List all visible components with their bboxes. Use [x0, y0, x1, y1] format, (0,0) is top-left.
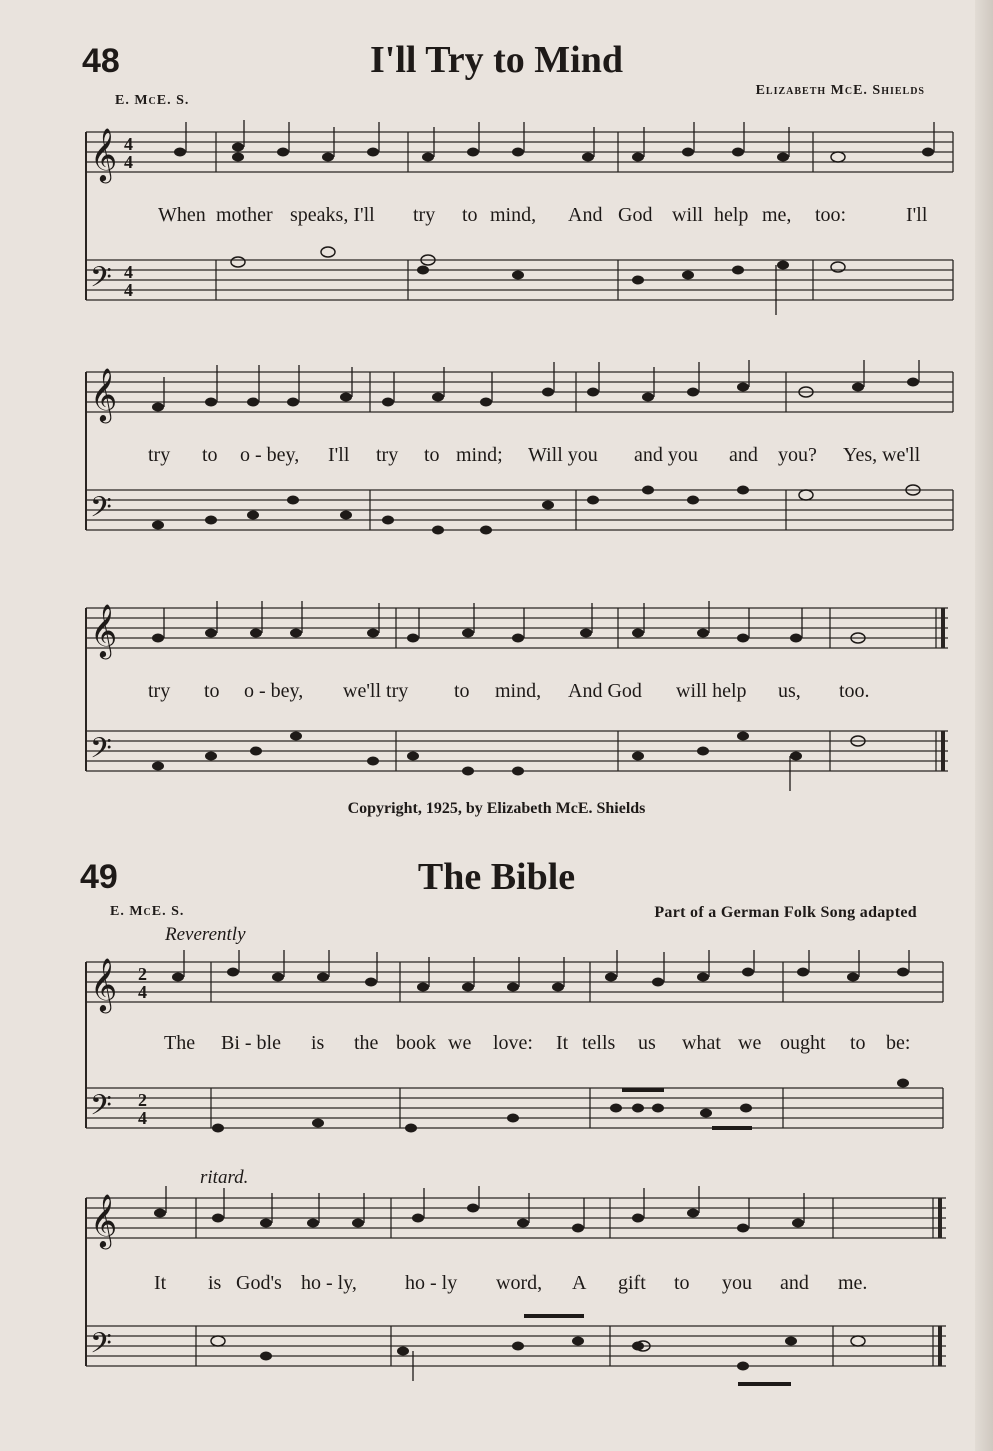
- lyric-syllable: we: [448, 1032, 472, 1054]
- svg-text:𝄢: 𝄢: [90, 491, 112, 531]
- lyric-syllable: we: [738, 1032, 762, 1054]
- hymn-number-48: 48: [82, 42, 120, 80]
- lyric-syllable: o - bey,: [244, 680, 304, 702]
- lyric-syllable: too:: [815, 204, 847, 226]
- lyric-syllable: what: [682, 1032, 721, 1054]
- lyric-syllable: try: [413, 204, 436, 226]
- svg-text:4: 4: [124, 262, 133, 282]
- lyric-syllable: try: [148, 680, 171, 702]
- lyric-syllable: tells: [582, 1032, 616, 1054]
- ritard-marking: ritard.: [200, 1167, 249, 1188]
- svg-text:𝄢: 𝄢: [90, 1327, 112, 1367]
- lyric-syllable: The: [164, 1032, 196, 1054]
- lyric-syllable: ho - ly,: [301, 1272, 357, 1294]
- lyric-syllable: try: [148, 444, 171, 466]
- lyric-syllable: Yes, we'll: [843, 444, 921, 466]
- svg-text:2: 2: [138, 1090, 147, 1110]
- svg-text:𝄞: 𝄞: [90, 127, 118, 181]
- lyric-syllable: When: [158, 204, 206, 226]
- lyric-syllable: And God: [568, 680, 642, 702]
- page-edge: [975, 0, 993, 1451]
- lyric-syllable: God's: [236, 1272, 282, 1294]
- lyric-syllable: I'll: [906, 204, 928, 226]
- lyric-syllable: is: [208, 1272, 222, 1294]
- lyric-syllable: us: [638, 1032, 656, 1054]
- lyric-syllable: It: [154, 1272, 167, 1294]
- svg-text:4: 4: [124, 134, 133, 154]
- music-credit-48: Elizabeth McE. Shields: [755, 83, 925, 98]
- lyric-syllable: to: [454, 680, 470, 702]
- music-system-48-3: [78, 596, 958, 796]
- lyric-syllable: will: [672, 204, 704, 226]
- lyric-syllable: A: [572, 1272, 587, 1294]
- svg-text:𝄞: 𝄞: [90, 1193, 118, 1247]
- lyric-syllable: be:: [886, 1032, 911, 1054]
- lyric-syllable: the: [354, 1032, 379, 1054]
- lyric-syllable: you: [722, 1272, 752, 1294]
- lyric-syllable: too.: [839, 680, 870, 702]
- svg-text:𝄞: 𝄞: [90, 603, 118, 657]
- lyric-syllable: ho - ly: [405, 1272, 458, 1294]
- lyric-syllable: God: [618, 204, 653, 226]
- music-system-49-2: [78, 1186, 958, 1396]
- lyric-syllable: to: [424, 444, 440, 466]
- lyric-syllable: mind;: [456, 444, 503, 466]
- lyric-syllable: love:: [493, 1032, 533, 1054]
- lyric-syllable: me,: [762, 204, 792, 226]
- lyric-syllable: we'll try: [343, 680, 409, 702]
- lyric-syllable: is: [311, 1032, 325, 1054]
- lyric-syllable: us,: [778, 680, 801, 702]
- music-system-48-1: [78, 120, 958, 320]
- svg-text:𝄢: 𝄢: [90, 732, 112, 772]
- svg-text:4: 4: [138, 1108, 147, 1128]
- words-credit-49: E. McE. S.: [110, 904, 185, 919]
- svg-text:4: 4: [124, 280, 133, 300]
- svg-text:𝄞: 𝄞: [90, 957, 118, 1011]
- svg-text:2: 2: [138, 964, 147, 984]
- lyric-syllable: word,: [496, 1272, 543, 1294]
- lyric-syllable: Bi - ble: [221, 1032, 281, 1054]
- lyric-syllable: to: [850, 1032, 866, 1054]
- svg-text:𝄢: 𝄢: [90, 261, 112, 301]
- music-credit-49: Part of a German Folk Song adapted: [654, 904, 917, 921]
- lyric-syllable: mind,: [490, 204, 537, 226]
- hymn-title-48: I'll Try to Mind: [369, 39, 623, 81]
- lyric-syllable: mind,: [495, 680, 542, 702]
- tempo-marking: Reverently: [165, 924, 246, 945]
- lyric-syllable: help: [714, 204, 749, 226]
- lyric-syllable: ought: [780, 1032, 826, 1054]
- svg-text:𝄢: 𝄢: [90, 1089, 112, 1129]
- lyric-syllable: And: [568, 204, 603, 226]
- lyric-syllable: to: [204, 680, 220, 702]
- lyric-syllable: will help: [676, 680, 747, 702]
- lyric-syllable: speaks, I'll: [290, 204, 375, 226]
- lyric-syllable: book: [396, 1032, 436, 1054]
- lyric-syllable: to: [202, 444, 218, 466]
- lyric-syllable: and you: [634, 444, 698, 466]
- svg-text:𝄞: 𝄞: [90, 367, 118, 421]
- lyric-syllable: It: [556, 1032, 569, 1054]
- lyric-syllable: Will you: [528, 444, 598, 466]
- words-credit-48: E. McE. S.: [115, 93, 190, 108]
- svg-text:4: 4: [124, 152, 133, 172]
- lyric-syllable: and: [780, 1272, 809, 1294]
- lyric-syllable: to: [674, 1272, 690, 1294]
- lyric-syllable: and: [729, 444, 758, 466]
- music-system-48-2: [78, 360, 958, 560]
- lyric-syllable: try: [376, 444, 399, 466]
- copyright-notice: Copyright, 1925, by Elizabeth McE. Shields: [347, 800, 646, 817]
- lyric-syllable: to: [462, 204, 478, 226]
- hymn-number-49: 49: [80, 858, 118, 896]
- lyric-syllable: o - bey,: [240, 444, 300, 466]
- hymn-title-49: The Bible: [417, 856, 576, 898]
- lyric-syllable: mother: [216, 204, 273, 226]
- lyric-syllable: I'll: [328, 444, 350, 466]
- lyric-syllable: me.: [838, 1272, 868, 1294]
- lyric-syllable: you?: [778, 444, 817, 466]
- lyric-syllable: gift: [618, 1272, 646, 1294]
- svg-text:4: 4: [138, 982, 147, 1002]
- music-system-49-1: [78, 950, 958, 1150]
